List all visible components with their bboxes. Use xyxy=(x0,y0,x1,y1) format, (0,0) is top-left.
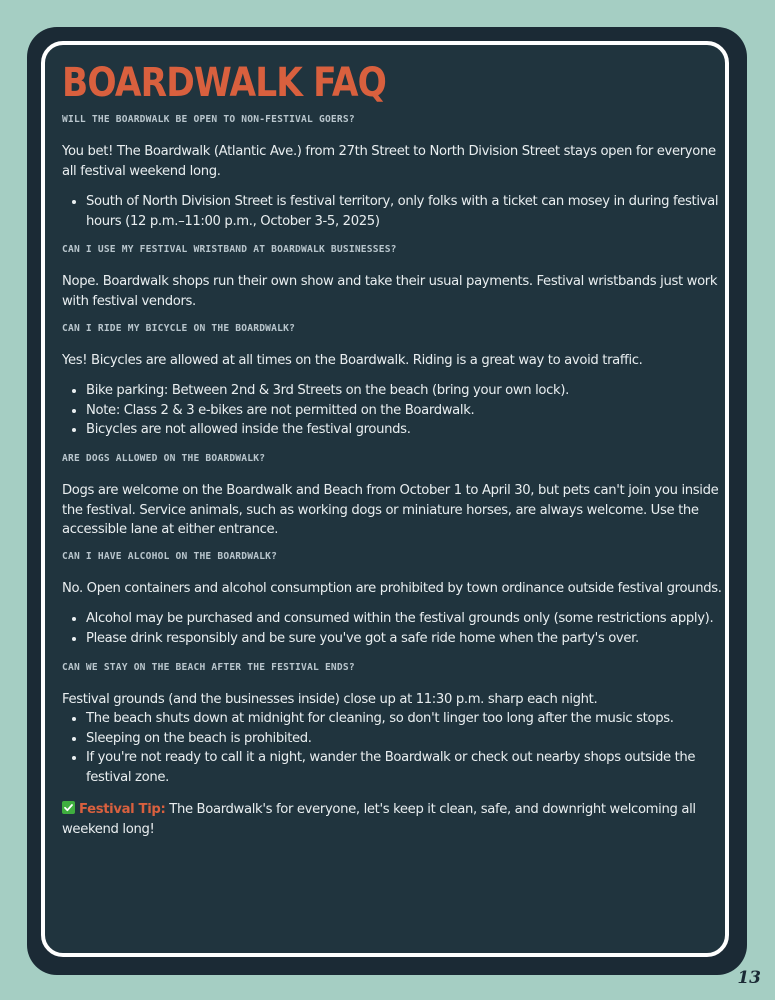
list-item: • If you're not ready to call it a night, wander the Boardwalk or check out nearby shops outside the festival zone. xyxy=(86,748,726,787)
faq-bullet-list xyxy=(62,381,726,440)
list-item: • Alcohol may be purchased and consumed within the festival grounds only (some restrictions apply). xyxy=(86,609,726,629)
list-item: • South of North Division Street is festival territory, only folks with a ticket can mosey in during festival hours (12 p.m.–11:00 p.m., October 3-5, 2025) xyxy=(86,192,726,231)
faq-question-non-festival-goers: WILL THE BOARDWALK BE OPEN TO NON-FESTIVAL GOERS? xyxy=(62,114,355,125)
faq-question-wristband: CAN I USE MY FESTIVAL WRISTBAND AT BOARDWALK BUSINESSES? xyxy=(62,244,397,256)
tip-label: Festival Tip: xyxy=(79,802,166,818)
list-item: • Sleeping on the beach is prohibited. xyxy=(86,729,726,749)
tip-text: The Boardwalk's for everyone, let's keep it clean, safe, and downright welcoming all weekend long! xyxy=(62,802,696,838)
list-item: • Bike parking: Between 2nd & 3rd Streets on the beach (bring your own lock). xyxy=(86,381,726,401)
page-number: 13 xyxy=(737,968,761,988)
faq-bullet-list xyxy=(62,192,726,231)
list-item: • The beach shuts down at midnight for cleaning, so don't linger too long after the music stops. xyxy=(86,709,726,729)
faq-question-beach-after: CAN WE STAY ON THE BEACH AFTER THE FESTIVAL ENDS? xyxy=(62,661,355,673)
check-icon xyxy=(62,801,75,814)
page-title: BOARDWALK FAQ xyxy=(62,60,387,106)
faq-answer: Yes! Bicycles are allowed at all times on the Boardwalk. Riding is a great way to avoid traffic. xyxy=(62,352,643,368)
faq-answer: Nope. Boardwalk shops run their own show and take their usual payments. Festival wristbands just work with festival vendors. xyxy=(62,274,718,309)
faq-question-bicycle: CAN I RIDE MY BICYCLE ON THE BOARDWALK? xyxy=(62,322,296,334)
faq-bullet-list xyxy=(62,709,726,787)
list-item: • Note: Class 2 & 3 e-bikes are not permitted on the Boardwalk. xyxy=(86,401,726,421)
faq-answer: No. Open containers and alcohol consumption are prohibited by town ordinance outside festival grounds. xyxy=(62,580,722,596)
faq-answer: Festival grounds (and the businesses inside) close up at 11:30 p.m. sharp each night. xyxy=(62,691,598,707)
faq-question-alcohol: CAN I HAVE ALCOHOL ON THE BOARDWALK? xyxy=(62,550,278,562)
faq-question-dogs: ARE DOGS ALLOWED ON THE BOARDWALK? xyxy=(62,452,266,464)
festival-tip xyxy=(62,800,726,839)
list-item: • Bicycles are not allowed inside the festival grounds. xyxy=(86,420,726,440)
faq-content xyxy=(62,58,726,840)
faq-bullet-list xyxy=(62,609,726,648)
list-item: • Please drink responsibly and be sure you've got a safe ride home when the party's over. xyxy=(86,629,726,649)
faq-answer: Dogs are welcome on the Boardwalk and Beach from October 1 to April 30, but pets can't join you inside the festival. Service animals, such as working dogs or miniature horses, are always welcome. Use the accessible lane at either entrance. xyxy=(62,482,719,538)
faq-answer: You bet! The Boardwalk (Atlantic Ave.) from 27th Street to North Division Street stays open for everyone all festival weekend long. xyxy=(62,144,716,179)
